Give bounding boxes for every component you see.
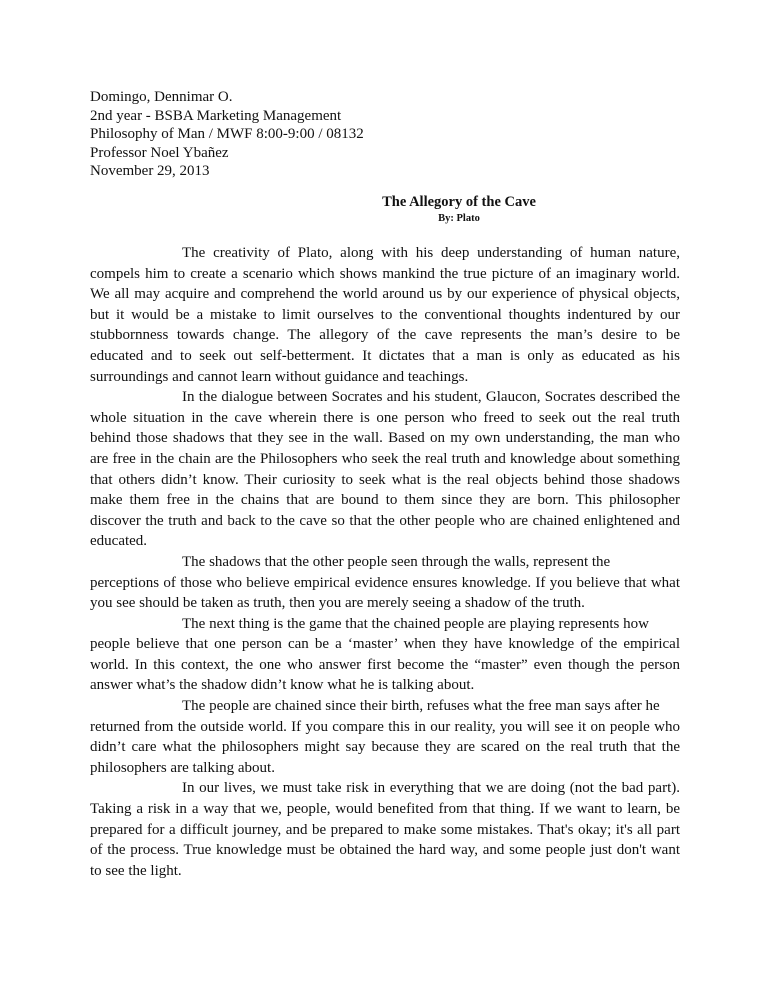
paragraph-line: Taking a risk in a way that we, people, would benefited from that thing. If we want to learn, be [90,801,680,818]
author-name: Domingo, Dennimar O. [90,89,233,105]
paragraph-line: stubbornness towards change. The allegory of the cave represents the man’s desire to be [90,327,680,344]
paragraph-line: whole situation in the cave wherein there is one person who freed to seek out the real truth [90,409,680,426]
paragraph-line: educated. [90,533,148,550]
paragraph-line: you see should be taken as truth, then you are merely seeing a shadow of the truth. [90,595,585,612]
paragraph-line: but it would be a mistake to limit ourselves to the conventional thoughts indentured by our [90,306,680,323]
essay-title: The Allegory of the Cave [382,194,536,210]
paragraph-line: of the process. True knowledge must be obtained the hard way, and some people just don't want [90,842,680,859]
year-program: 2nd year - BSBA Marketing Management [90,107,342,124]
paragraph-line: prepared for a difficult journey, and be prepared to make some mistakes. That's okay; it's all part [90,821,680,838]
paragraph-line: In the dialogue between Socrates and his student, Glaucon, Socrates described the [182,389,680,406]
paragraph-line: The people are chained since their birth, refuses what the free man says after he [182,698,660,715]
paragraph-line: philosophers are talking about. [90,759,275,776]
paragraph-line: discover the truth and back to the cave so that the other people who are chained enlightened and [90,512,680,529]
paragraph-line: The creativity of Plato, along with his deep understanding of human nature, [182,245,680,261]
paragraph-line: behind those shadows that they see in the wall. Based on my own understanding, the man who [90,430,680,447]
professor-name: Professor Noel Ybañez [90,144,229,161]
paragraph-line: to see the light. [90,862,182,879]
paragraph-line: The next thing is the game that the chained people are playing represents how [182,615,649,632]
paragraph-line: surroundings and cannot learn without guidance and teachings. [90,368,469,385]
paragraph-line: didn’t care what the philosophers might say because they are scared on the real truth that the [90,739,680,756]
course-info: Philosophy of Man / MWF 8:00-9:00 / 08132 [90,126,364,143]
paragraph-line: make them free in the chains that are bound to them since they are born. This philosopher [90,492,680,509]
paragraph-line: are free in the chain are the Philosophers who seek the real truth and knowledge about something [90,450,680,467]
paragraph-line: We all may acquire and comprehend the world around us by our experience of physical objects, [90,286,680,303]
paragraph-line: that others didn’t know. Their curiosity to seek what is the real objects behind those shadows [90,471,680,488]
paragraph-line: returned from the outside world. If you compare this in our reality, you will see it on people who [90,718,680,735]
author-header [90,88,690,181]
paragraph-line: compels him to create a scenario which shows mankind the true picture of an imaginary world. [90,265,680,282]
paragraph-line: perceptions of those who believe empirical evidence ensures knowledge. If you believe that what [90,574,680,591]
paragraph-line: educated and to seek out self-betterment. It dictates that a man is only as educated as his [90,347,680,364]
paragraph-line: The shadows that the other people seen through the walls, represent the [182,553,611,570]
essay-body [90,243,680,881]
paragraph-line: answer what’s the shadow didn’t know what he is talking about. [90,677,475,694]
paragraph-line: people believe that one person can be a ‘master’ when they have knowledge of the empirical [90,636,680,653]
paragraph-line: In our lives, we must take risk in everything that we are doing (not the bad part). [182,780,680,797]
paragraph-line: world. In this context, the one who answer first become the “master” even though the person [90,656,680,673]
essay-byline: By: Plato [438,213,480,224]
document-date: November 29, 2013 [90,163,210,180]
essay-title-block [0,194,768,224]
